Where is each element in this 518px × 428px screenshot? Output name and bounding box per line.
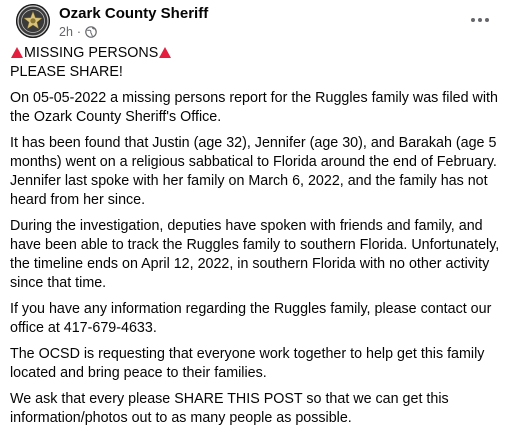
post-header xyxy=(8,0,504,44)
post-paragraph-request: The OCSD is requesting that everyone work together to help get this family located and bring peace to their families. xyxy=(10,346,485,381)
page-name-link[interactable]: Ozark County Sheriff xyxy=(59,5,209,22)
sheriff-star-icon xyxy=(16,4,50,38)
sheriff-badge-avatar[interactable] xyxy=(16,4,50,38)
headline-share: PLEASE SHARE! xyxy=(10,64,123,80)
post-meta xyxy=(59,25,97,39)
post-paragraph-details: It has been found that Justin (age 32), Jennifer (age 30), and Barakah (age 5 months) went on a religious sabbatical to Florida around the end of February. Jennifer last spoke with her family on March 6, 2022, and the family has not heard from her since. xyxy=(10,135,497,208)
meta-separator: · xyxy=(76,25,82,39)
post-body xyxy=(8,44,504,428)
red-triangle-icon xyxy=(11,47,23,58)
post-paragraph-report: On 05-05-2022 a missing persons report for the Ruggles family was filed with the Ozark County Sheriff's Office. xyxy=(10,90,498,125)
post-headline xyxy=(10,44,504,82)
post-paragraph-share: We ask that every please SHARE THIS POST so that we can get this information/photos out to as many people as possible. xyxy=(10,391,449,426)
more-options-button[interactable] xyxy=(466,8,494,32)
globe-icon[interactable] xyxy=(85,26,97,38)
headline-title: MISSING PERSONS xyxy=(24,45,159,61)
post-paragraph-contact: If you have any information regarding the Ruggles family, please contact our office at 417-679-4633. xyxy=(10,301,492,336)
post-paragraph-investigation: During the investigation, deputies have spoken with friends and family, and have been able to track the Ruggles family to southern Florida. Unfortunately, the timeline ends on April 12, 2022, in southern Florida with no other activity since that time. xyxy=(10,218,500,291)
post-timestamp[interactable]: 2h xyxy=(59,25,73,39)
more-options-icon xyxy=(471,18,489,22)
red-triangle-icon xyxy=(159,47,171,58)
